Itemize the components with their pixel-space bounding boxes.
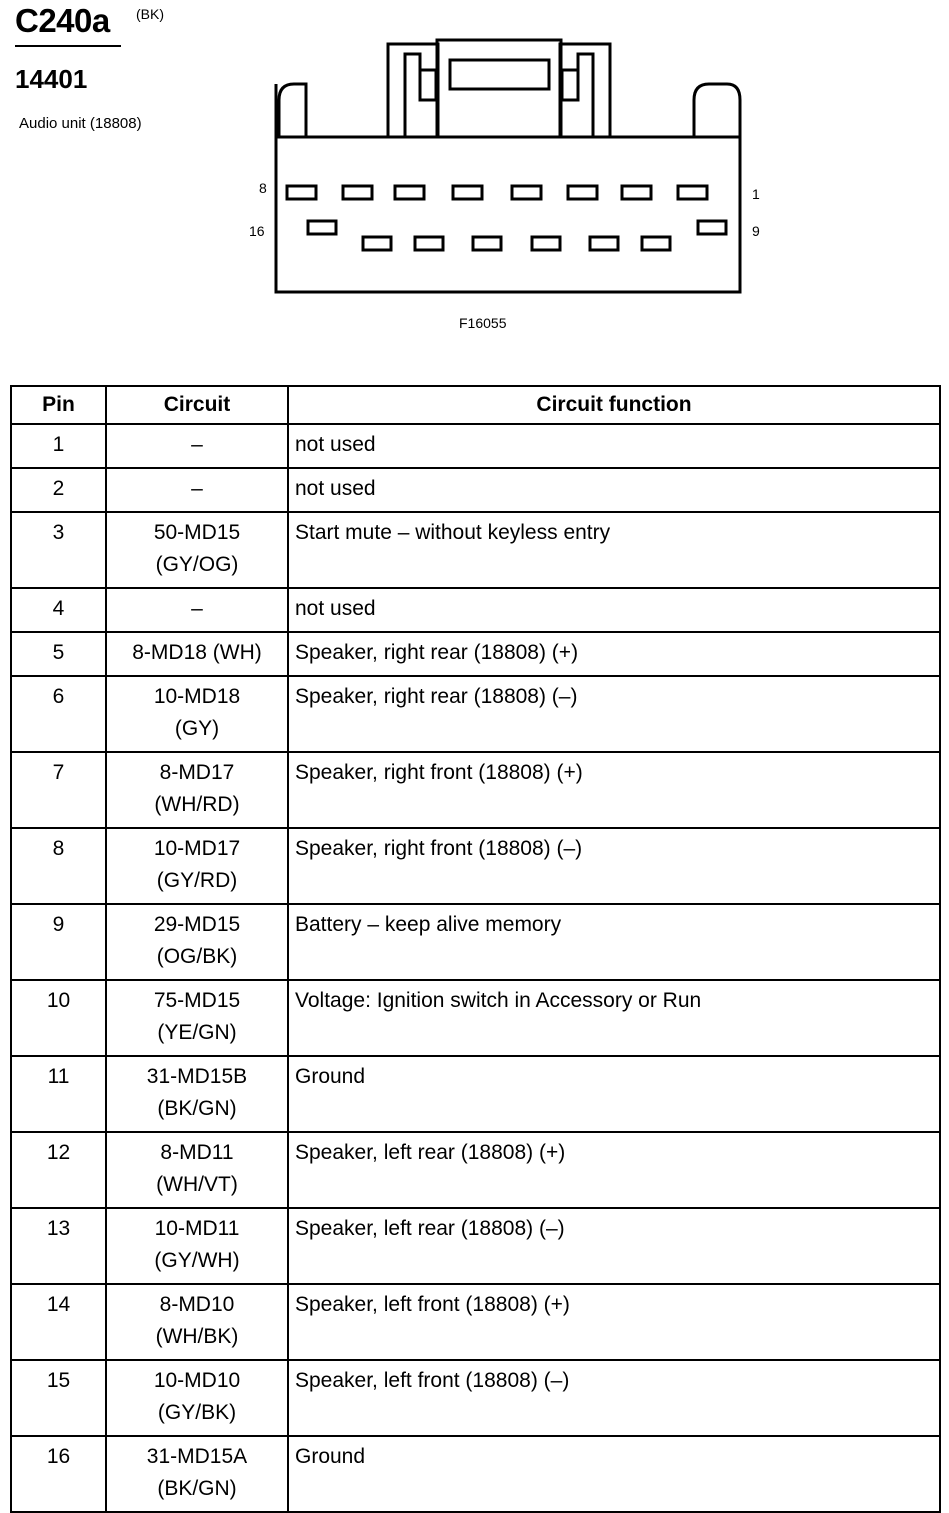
wire-color: (WH/VT) — [156, 1173, 238, 1196]
circuit-cell — [106, 512, 288, 588]
pin-cavity — [568, 186, 597, 199]
pin-number: 8 — [11, 828, 106, 904]
circuit-id: – — [191, 477, 203, 500]
pin-cavity — [473, 237, 501, 250]
wire-color: (OG/BK) — [156, 945, 238, 968]
circuit-function: Battery – keep alive memory — [288, 904, 940, 980]
pin-cavity — [415, 237, 443, 250]
circuit-function: Speaker, left front (18808) (–) — [288, 1360, 940, 1436]
circuit-function: Speaker, right rear (18808) (–) — [288, 676, 940, 752]
connector-body — [276, 137, 740, 292]
wire-color: (GY/BK) — [157, 1401, 237, 1424]
wire-color: (BK/GN) — [157, 1477, 237, 1500]
circuit-cell — [106, 468, 288, 512]
pin-cavity — [678, 186, 707, 199]
pin-cavity — [363, 237, 391, 250]
pin-number: 16 — [11, 1436, 106, 1512]
table-row — [11, 1056, 940, 1132]
circuit-cell — [106, 1436, 288, 1512]
pin-cavity — [453, 186, 482, 199]
left-ear — [279, 84, 306, 137]
table-row — [11, 1436, 940, 1512]
circuit-function: Speaker, left rear (18808) (+) — [288, 1132, 940, 1208]
wire-color: (GY/OG) — [155, 553, 239, 576]
pin-number: 7 — [11, 752, 106, 828]
pin-number: 15 — [11, 1360, 106, 1436]
table-row — [11, 828, 940, 904]
table-row — [11, 424, 940, 468]
pin-cavity — [343, 186, 372, 199]
pin-number: 13 — [11, 1208, 106, 1284]
wire-color: (WH/RD) — [154, 793, 240, 816]
header-circuit: Circuit — [106, 386, 288, 424]
wire-color: (GY/WH) — [154, 1249, 240, 1272]
table-row — [11, 1208, 940, 1284]
table-row — [11, 1360, 940, 1436]
circuit-function: not used — [288, 424, 940, 468]
pin-cavity — [622, 186, 651, 199]
pin-label-top-right: 1 — [752, 186, 760, 202]
circuit-function: not used — [288, 468, 940, 512]
circuit-cell — [106, 1208, 288, 1284]
pin-number: 4 — [11, 588, 106, 632]
circuit-id: 29-MD15 — [153, 913, 241, 936]
circuit-id: 8-MD11 — [160, 1141, 234, 1164]
circuit-id: 75-MD15 — [153, 989, 241, 1012]
circuit-id: 10-MD18 — [153, 685, 241, 708]
table-row — [11, 676, 940, 752]
circuit-cell — [106, 1284, 288, 1360]
pin-number: 5 — [11, 632, 106, 676]
circuit-function: not used — [288, 588, 940, 632]
pin-cavity — [532, 237, 560, 250]
circuit-function: Ground — [288, 1056, 940, 1132]
pin-label-bottom-right: 9 — [752, 223, 760, 239]
table-row — [11, 468, 940, 512]
circuit-id: 10-MD10 — [153, 1369, 241, 1392]
pin-number: 3 — [11, 512, 106, 588]
table-row — [11, 1284, 940, 1360]
circuit-cell — [106, 1132, 288, 1208]
circuit-cell — [106, 752, 288, 828]
pin-number: 1 — [11, 424, 106, 468]
circuit-function: Ground — [288, 1436, 940, 1512]
circuit-cell — [106, 1360, 288, 1436]
table-row — [11, 512, 940, 588]
circuit-function: Speaker, left rear (18808) (–) — [288, 1208, 940, 1284]
table-row — [11, 1132, 940, 1208]
wire-color: (WH/BK) — [155, 1325, 239, 1348]
pin-cavity — [512, 186, 541, 199]
table-header-row — [11, 386, 940, 424]
circuit-cell — [106, 1056, 288, 1132]
pinout-table — [10, 385, 941, 1513]
bottom-row-cavities — [308, 221, 726, 250]
part-number: 14401 — [15, 64, 88, 94]
pin-label-bottom-left: 16 — [249, 223, 265, 239]
circuit-cell — [106, 424, 288, 468]
figure-label: F16055 — [459, 315, 507, 331]
circuit-id: 8-MD17 — [159, 761, 235, 784]
circuit-id: – — [191, 433, 203, 456]
connector-face-diagram — [240, 35, 780, 345]
circuit-cell — [106, 980, 288, 1056]
right-ear — [694, 84, 740, 137]
wire-color: (GY) — [174, 717, 220, 740]
latch-left-post — [388, 44, 438, 137]
pin-number: 10 — [11, 980, 106, 1056]
circuit-cell — [106, 588, 288, 632]
pin-cavity — [642, 237, 670, 250]
pin-number: 14 — [11, 1284, 106, 1360]
pin-number: 2 — [11, 468, 106, 512]
latch-right-post — [560, 44, 610, 137]
pin-cavity — [698, 221, 726, 234]
circuit-id: 8-MD10 — [159, 1293, 235, 1316]
latch-button — [450, 60, 549, 89]
circuit-id: 10-MD17 — [153, 837, 241, 860]
circuit-id: 10-MD11 — [154, 1217, 240, 1240]
pin-number: 12 — [11, 1132, 106, 1208]
circuit-function: Speaker, right front (18808) (–) — [288, 828, 940, 904]
pin-number: 11 — [11, 1056, 106, 1132]
pin-cavity — [287, 186, 316, 199]
circuit-cell — [106, 632, 288, 676]
circuit-function: Start mute – without keyless entry — [288, 512, 940, 588]
circuit-cell — [106, 828, 288, 904]
table-row — [11, 904, 940, 980]
circuit-id: 31-MD15A — [146, 1445, 248, 1468]
circuit-id: 8-MD18 (WH) — [132, 641, 262, 664]
table-row — [11, 588, 940, 632]
pin-number: 6 — [11, 676, 106, 752]
pin-cavity — [308, 221, 336, 234]
circuit-function: Speaker, right front (18808) (+) — [288, 752, 940, 828]
pin-cavity — [395, 186, 424, 199]
circuit-id: 31-MD15B — [146, 1065, 248, 1088]
connector-description: Audio unit (18808) — [19, 115, 142, 132]
wire-color: (BK/GN) — [157, 1097, 237, 1120]
pin-cavity — [590, 237, 618, 250]
header-pin: Pin — [11, 386, 106, 424]
circuit-cell — [106, 676, 288, 752]
wire-color: (YE/GN) — [157, 1021, 237, 1044]
header-function: Circuit function — [288, 386, 940, 424]
wire-color: (GY/RD) — [156, 869, 238, 892]
circuit-function: Speaker, left front (18808) (+) — [288, 1284, 940, 1360]
table-row — [11, 632, 940, 676]
table-row — [11, 980, 940, 1056]
circuit-cell — [106, 904, 288, 980]
connector-id: C240a — [15, 2, 110, 39]
pin-number: 9 — [11, 904, 106, 980]
circuit-id: – — [191, 597, 203, 620]
top-row-cavities — [287, 186, 707, 199]
circuit-id: 50-MD15 — [153, 521, 241, 544]
circuit-function: Voltage: Ignition switch in Accessory or Run — [288, 980, 940, 1056]
pin-label-top-left: 8 — [259, 180, 267, 196]
table-row — [11, 752, 940, 828]
connector-color-code: (BK) — [136, 6, 164, 22]
title-underline — [15, 45, 121, 47]
circuit-function: Speaker, right rear (18808) (+) — [288, 632, 940, 676]
